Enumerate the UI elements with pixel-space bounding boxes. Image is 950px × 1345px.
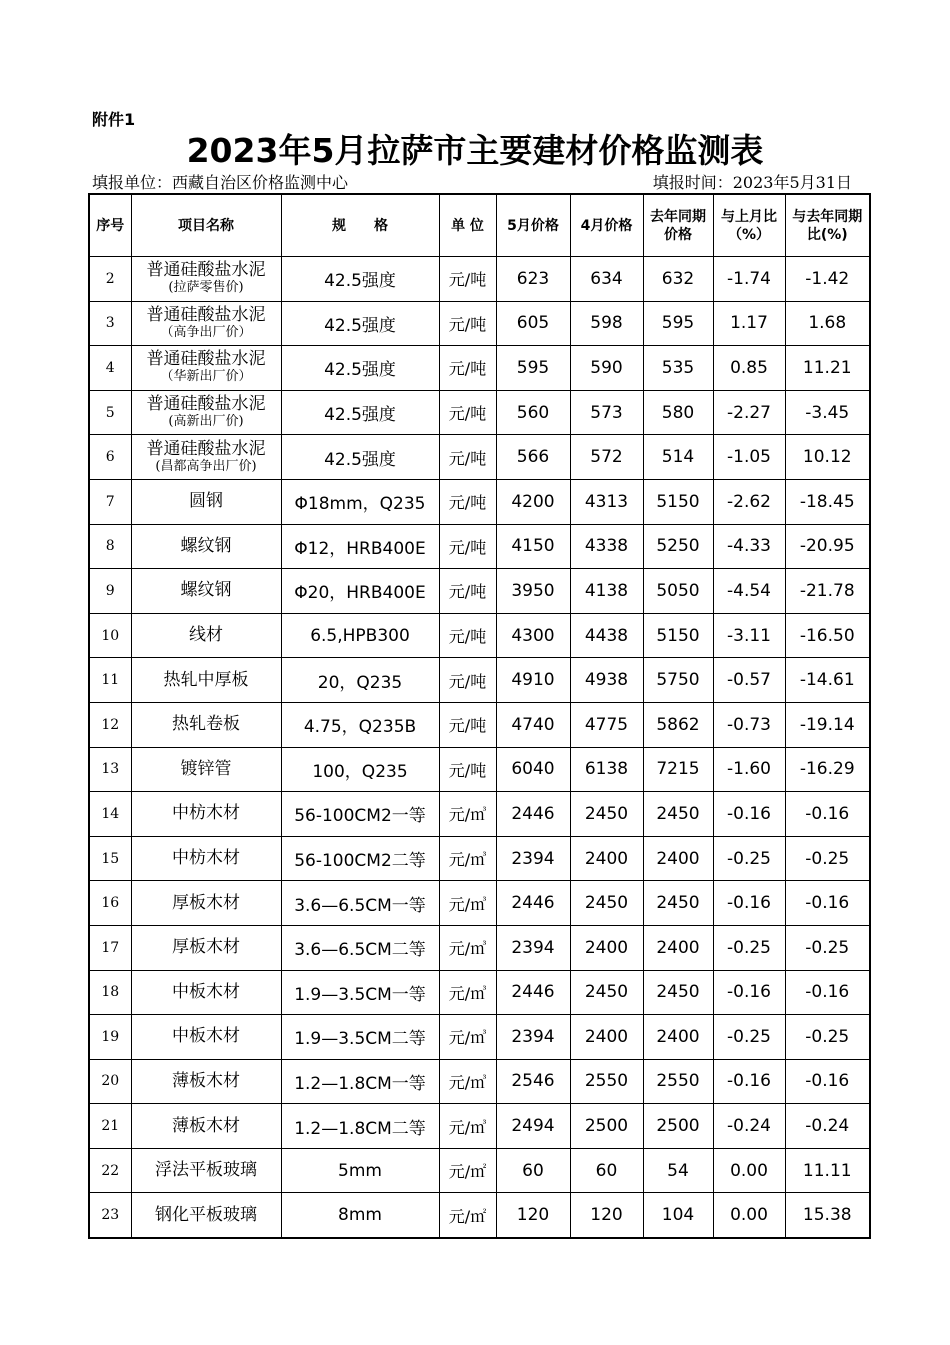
- cell-mom-change: -1.74: [713, 257, 785, 302]
- cell-mom-change: -4.54: [713, 569, 785, 614]
- cell-name: [131, 479, 281, 524]
- cell-yoy-change: -16.29: [785, 747, 870, 792]
- cell-apr-price: 4775: [570, 702, 643, 747]
- cell-apr-price: 2400: [570, 836, 643, 881]
- cell-seq: 16: [89, 881, 131, 926]
- cell-name: [131, 390, 281, 435]
- cell-unit: 元/㎥: [439, 925, 496, 970]
- cell-spec: Φ20，HRB400E: [281, 569, 439, 614]
- cell-may-price: 4910: [496, 658, 570, 703]
- table-row: [89, 1015, 870, 1060]
- price-table: [88, 193, 871, 1239]
- cell-last-year-price: 2500: [643, 1104, 713, 1149]
- cell-mom-change: -0.16: [713, 881, 785, 926]
- cell-seq: 9: [89, 569, 131, 614]
- cell-mom-change: -4.33: [713, 524, 785, 569]
- cell-spec: 56-100CM2二等: [281, 836, 439, 881]
- cell-seq: 22: [89, 1148, 131, 1193]
- cell-apr-price: 4438: [570, 613, 643, 658]
- table-row: [89, 658, 870, 703]
- cell-last-year-price: 2400: [643, 1015, 713, 1060]
- cell-seq: 23: [89, 1193, 131, 1238]
- cell-apr-price: 120: [570, 1193, 643, 1238]
- cell-yoy-change: 15.38: [785, 1193, 870, 1238]
- cell-may-price: 2394: [496, 925, 570, 970]
- cell-unit: 元/㎡: [439, 1193, 496, 1238]
- cell-yoy-change: -0.16: [785, 792, 870, 837]
- cell-unit: 元/吨: [439, 435, 496, 480]
- cell-mom-change: 0.00: [713, 1193, 785, 1238]
- cell-last-year-price: 5050: [643, 569, 713, 614]
- cell-seq: 4: [89, 346, 131, 391]
- cell-last-year-price: 54: [643, 1148, 713, 1193]
- cell-may-price: 3950: [496, 569, 570, 614]
- cell-apr-price: 634: [570, 257, 643, 302]
- table-row: [89, 435, 870, 480]
- cell-yoy-change: -20.95: [785, 524, 870, 569]
- cell-name: [131, 881, 281, 926]
- cell-apr-price: 598: [570, 301, 643, 346]
- cell-may-price: 2546: [496, 1059, 570, 1104]
- cell-unit: 元/吨: [439, 747, 496, 792]
- cell-mom-change: -1.60: [713, 747, 785, 792]
- item-subname: (昌都高争出厂价): [155, 458, 257, 474]
- cell-apr-price: 2450: [570, 792, 643, 837]
- cell-apr-price: 2400: [570, 925, 643, 970]
- cell-last-year-price: 595: [643, 301, 713, 346]
- cell-yoy-change: -0.25: [785, 836, 870, 881]
- header-name: 项目名称: [131, 194, 281, 257]
- cell-apr-price: 60: [570, 1148, 643, 1193]
- cell-seq: 8: [89, 524, 131, 569]
- cell-spec: 20，Q235: [281, 658, 439, 703]
- cell-unit: 元/吨: [439, 479, 496, 524]
- cell-yoy-change: -0.24: [785, 1104, 870, 1149]
- cell-yoy-change: -0.16: [785, 881, 870, 926]
- cell-unit: 元/㎥: [439, 1104, 496, 1149]
- cell-last-year-price: 5750: [643, 658, 713, 703]
- cell-name: [131, 658, 281, 703]
- cell-name: [131, 1148, 281, 1193]
- cell-last-year-price: 2450: [643, 792, 713, 837]
- cell-name: [131, 613, 281, 658]
- cell-last-year-price: 5862: [643, 702, 713, 747]
- item-name: 薄板木材: [172, 1070, 240, 1091]
- table-row: [89, 257, 870, 302]
- cell-last-year-price: 2400: [643, 925, 713, 970]
- cell-last-year-price: 2450: [643, 881, 713, 926]
- fill-unit: 填报单位：西藏自治区价格监测中心: [92, 173, 349, 192]
- cell-seq: 2: [89, 257, 131, 302]
- cell-name: [131, 836, 281, 881]
- cell-spec: 42.5强度: [281, 301, 439, 346]
- item-name: 普通硅酸盐水泥: [146, 394, 266, 415]
- cell-apr-price: 4313: [570, 479, 643, 524]
- cell-may-price: 4740: [496, 702, 570, 747]
- cell-apr-price: 2550: [570, 1059, 643, 1104]
- item-name: 薄板木材: [172, 1115, 240, 1136]
- item-subname: (拉萨零售价): [168, 280, 244, 296]
- item-subname: (高新出厂价): [168, 414, 244, 430]
- item-name: 普通硅酸盐水泥: [146, 438, 266, 459]
- cell-last-year-price: 2450: [643, 970, 713, 1015]
- cell-may-price: 2446: [496, 970, 570, 1015]
- cell-yoy-change: -16.50: [785, 613, 870, 658]
- cell-spec: 42.5强度: [281, 435, 439, 480]
- cell-spec: Φ18mm，Q235: [281, 479, 439, 524]
- cell-may-price: 2394: [496, 836, 570, 881]
- cell-unit: 元/吨: [439, 524, 496, 569]
- cell-spec: 1.2—1.8CM二等: [281, 1104, 439, 1149]
- item-name: 浮法平板玻璃: [155, 1160, 257, 1181]
- cell-spec: 3.6—6.5CM一等: [281, 881, 439, 926]
- cell-spec: Φ12，HRB400E: [281, 524, 439, 569]
- table-row: [89, 346, 870, 391]
- cell-unit: 元/吨: [439, 301, 496, 346]
- cell-unit: 元/㎥: [439, 970, 496, 1015]
- cell-mom-change: -0.16: [713, 1059, 785, 1104]
- cell-yoy-change: -18.45: [785, 479, 870, 524]
- cell-spec: 56-100CM2一等: [281, 792, 439, 837]
- cell-seq: 21: [89, 1104, 131, 1149]
- cell-spec: 4.75，Q235B: [281, 702, 439, 747]
- table-row: [89, 1104, 870, 1149]
- cell-apr-price: 2450: [570, 970, 643, 1015]
- cell-apr-price: 590: [570, 346, 643, 391]
- annex-label: 附件1: [92, 110, 136, 129]
- item-name: 螺纹钢: [180, 580, 232, 601]
- cell-name: [131, 1059, 281, 1104]
- cell-seq: 6: [89, 435, 131, 480]
- cell-may-price: 560: [496, 390, 570, 435]
- cell-apr-price: 2400: [570, 1015, 643, 1060]
- cell-yoy-change: -3.45: [785, 390, 870, 435]
- cell-last-year-price: 7215: [643, 747, 713, 792]
- item-name: 厚板木材: [172, 892, 240, 913]
- cell-yoy-change: 11.11: [785, 1148, 870, 1193]
- item-name: 普通硅酸盐水泥: [146, 260, 266, 281]
- table-row: [89, 970, 870, 1015]
- cell-spec: 5mm: [281, 1148, 439, 1193]
- item-name: 热轧中厚板: [163, 669, 249, 690]
- cell-mom-change: 0.00: [713, 1148, 785, 1193]
- item-name: 圆钢: [189, 491, 223, 512]
- cell-yoy-change: 10.12: [785, 435, 870, 480]
- cell-yoy-change: -21.78: [785, 569, 870, 614]
- cell-may-price: 2446: [496, 881, 570, 926]
- table-row: [89, 569, 870, 614]
- cell-last-year-price: 2550: [643, 1059, 713, 1104]
- cell-seq: 13: [89, 747, 131, 792]
- cell-seq: 11: [89, 658, 131, 703]
- cell-yoy-change: -0.16: [785, 1059, 870, 1104]
- cell-seq: 14: [89, 792, 131, 837]
- cell-name: [131, 1015, 281, 1060]
- item-subname: （高争出厂价）: [160, 324, 252, 340]
- cell-name: [131, 346, 281, 391]
- cell-yoy-change: 11.21: [785, 346, 870, 391]
- cell-yoy-change: -19.14: [785, 702, 870, 747]
- cell-seq: 7: [89, 479, 131, 524]
- cell-mom-change: 1.17: [713, 301, 785, 346]
- item-name: 螺纹钢: [180, 535, 232, 556]
- cell-last-year-price: 535: [643, 346, 713, 391]
- item-name: 钢化平板玻璃: [155, 1204, 257, 1225]
- header-unit: 单 位: [439, 194, 496, 257]
- cell-unit: 元/㎥: [439, 836, 496, 881]
- cell-apr-price: 4138: [570, 569, 643, 614]
- cell-unit: 元/㎥: [439, 1059, 496, 1104]
- cell-mom-change: -0.16: [713, 792, 785, 837]
- cell-unit: 元/吨: [439, 346, 496, 391]
- cell-apr-price: 2450: [570, 881, 643, 926]
- cell-spec: 100，Q235: [281, 747, 439, 792]
- cell-yoy-change: -0.16: [785, 970, 870, 1015]
- table-row: [89, 747, 870, 792]
- table-row: [89, 613, 870, 658]
- cell-may-price: 4150: [496, 524, 570, 569]
- cell-yoy-change: -0.25: [785, 925, 870, 970]
- header-seq: 序号: [89, 194, 131, 257]
- header-row: [89, 194, 870, 257]
- page-title: 2023年5月拉萨市主要建材价格监测表: [186, 131, 764, 170]
- header-may-price: 5月价格: [496, 194, 570, 257]
- cell-name: [131, 925, 281, 970]
- table-row: [89, 524, 870, 569]
- cell-unit: 元/吨: [439, 613, 496, 658]
- cell-apr-price: 572: [570, 435, 643, 480]
- cell-seq: 10: [89, 613, 131, 658]
- cell-seq: 5: [89, 390, 131, 435]
- cell-unit: 元/㎥: [439, 881, 496, 926]
- cell-apr-price: 4938: [570, 658, 643, 703]
- cell-spec: 42.5强度: [281, 346, 439, 391]
- cell-seq: 15: [89, 836, 131, 881]
- cell-mom-change: -0.25: [713, 836, 785, 881]
- table-row: [89, 479, 870, 524]
- cell-may-price: 605: [496, 301, 570, 346]
- cell-seq: 19: [89, 1015, 131, 1060]
- cell-last-year-price: 580: [643, 390, 713, 435]
- cell-spec: 1.2—1.8CM一等: [281, 1059, 439, 1104]
- table-row: [89, 1059, 870, 1104]
- fill-date: 填报时间：2023年5月31日: [652, 173, 852, 192]
- header-apr-price: 4月价格: [570, 194, 643, 257]
- cell-name: [131, 257, 281, 302]
- item-name: 中枋木材: [172, 848, 240, 869]
- cell-may-price: 2494: [496, 1104, 570, 1149]
- cell-name: [131, 1193, 281, 1238]
- cell-yoy-change: -1.42: [785, 257, 870, 302]
- cell-yoy-change: 1.68: [785, 301, 870, 346]
- cell-unit: 元/吨: [439, 390, 496, 435]
- cell-spec: 1.9—3.5CM二等: [281, 1015, 439, 1060]
- cell-mom-change: -0.57: [713, 658, 785, 703]
- cell-mom-change: -2.27: [713, 390, 785, 435]
- cell-may-price: 2446: [496, 792, 570, 837]
- cell-yoy-change: -0.25: [785, 1015, 870, 1060]
- cell-apr-price: 573: [570, 390, 643, 435]
- item-name: 厚板木材: [172, 937, 240, 958]
- cell-mom-change: -0.25: [713, 925, 785, 970]
- cell-may-price: 595: [496, 346, 570, 391]
- cell-unit: 元/吨: [439, 658, 496, 703]
- cell-name: [131, 435, 281, 480]
- cell-unit: 元/吨: [439, 569, 496, 614]
- cell-last-year-price: 5150: [643, 613, 713, 658]
- header-yoy-change: 与去年同期比(%): [785, 194, 870, 257]
- cell-apr-price: 6138: [570, 747, 643, 792]
- cell-name: [131, 1104, 281, 1149]
- cell-spec: 8mm: [281, 1193, 439, 1238]
- cell-name: [131, 569, 281, 614]
- cell-may-price: 4300: [496, 613, 570, 658]
- header-spec: 规 格: [281, 194, 439, 257]
- cell-seq: 17: [89, 925, 131, 970]
- cell-last-year-price: 514: [643, 435, 713, 480]
- item-name: 普通硅酸盐水泥: [146, 304, 266, 325]
- cell-last-year-price: 5250: [643, 524, 713, 569]
- table-row: [89, 1193, 870, 1238]
- header-last-year-price: 去年同期价格: [643, 194, 713, 257]
- cell-may-price: 120: [496, 1193, 570, 1238]
- cell-may-price: 623: [496, 257, 570, 302]
- header-mom-change: 与上月比（%）: [713, 194, 785, 257]
- table-row: [89, 836, 870, 881]
- table-row: [89, 792, 870, 837]
- table-row: [89, 702, 870, 747]
- cell-last-year-price: 2400: [643, 836, 713, 881]
- cell-spec: 1.9—3.5CM一等: [281, 970, 439, 1015]
- item-name: 中枋木材: [172, 803, 240, 824]
- cell-mom-change: 0.85: [713, 346, 785, 391]
- cell-may-price: 6040: [496, 747, 570, 792]
- cell-unit: 元/㎡: [439, 1148, 496, 1193]
- cell-apr-price: 2500: [570, 1104, 643, 1149]
- cell-mom-change: -0.73: [713, 702, 785, 747]
- cell-mom-change: -0.16: [713, 970, 785, 1015]
- cell-name: [131, 301, 281, 346]
- cell-last-year-price: 5150: [643, 479, 713, 524]
- item-name: 中板木材: [172, 981, 240, 1002]
- cell-name: [131, 747, 281, 792]
- cell-spec: 3.6—6.5CM二等: [281, 925, 439, 970]
- cell-mom-change: -0.24: [713, 1104, 785, 1149]
- table-row: [89, 1148, 870, 1193]
- cell-seq: 3: [89, 301, 131, 346]
- cell-mom-change: -1.05: [713, 435, 785, 480]
- cell-yoy-change: -14.61: [785, 658, 870, 703]
- cell-name: [131, 792, 281, 837]
- cell-mom-change: -2.62: [713, 479, 785, 524]
- table-row: [89, 390, 870, 435]
- cell-mom-change: -3.11: [713, 613, 785, 658]
- cell-spec: 6.5,HPB300: [281, 613, 439, 658]
- item-name: 普通硅酸盐水泥: [146, 349, 266, 370]
- item-name: 热轧卷板: [172, 714, 240, 735]
- cell-unit: 元/吨: [439, 702, 496, 747]
- cell-may-price: 2394: [496, 1015, 570, 1060]
- item-name: 中板木材: [172, 1026, 240, 1047]
- item-name: 线材: [189, 625, 223, 646]
- cell-spec: 42.5强度: [281, 257, 439, 302]
- cell-spec: 42.5强度: [281, 390, 439, 435]
- table-row: [89, 881, 870, 926]
- cell-seq: 12: [89, 702, 131, 747]
- cell-seq: 20: [89, 1059, 131, 1104]
- cell-name: [131, 524, 281, 569]
- cell-unit: 元/吨: [439, 257, 496, 302]
- cell-name: [131, 970, 281, 1015]
- cell-seq: 18: [89, 970, 131, 1015]
- cell-may-price: 4200: [496, 479, 570, 524]
- cell-name: [131, 702, 281, 747]
- cell-mom-change: -0.25: [713, 1015, 785, 1060]
- cell-unit: 元/㎥: [439, 792, 496, 837]
- item-name: 镀锌管: [180, 758, 232, 779]
- table-row: [89, 925, 870, 970]
- cell-may-price: 566: [496, 435, 570, 480]
- cell-unit: 元/㎥: [439, 1015, 496, 1060]
- table-row: [89, 301, 870, 346]
- cell-last-year-price: 104: [643, 1193, 713, 1238]
- cell-may-price: 60: [496, 1148, 570, 1193]
- cell-apr-price: 4338: [570, 524, 643, 569]
- item-subname: （华新出厂价）: [160, 369, 252, 385]
- cell-last-year-price: 632: [643, 257, 713, 302]
